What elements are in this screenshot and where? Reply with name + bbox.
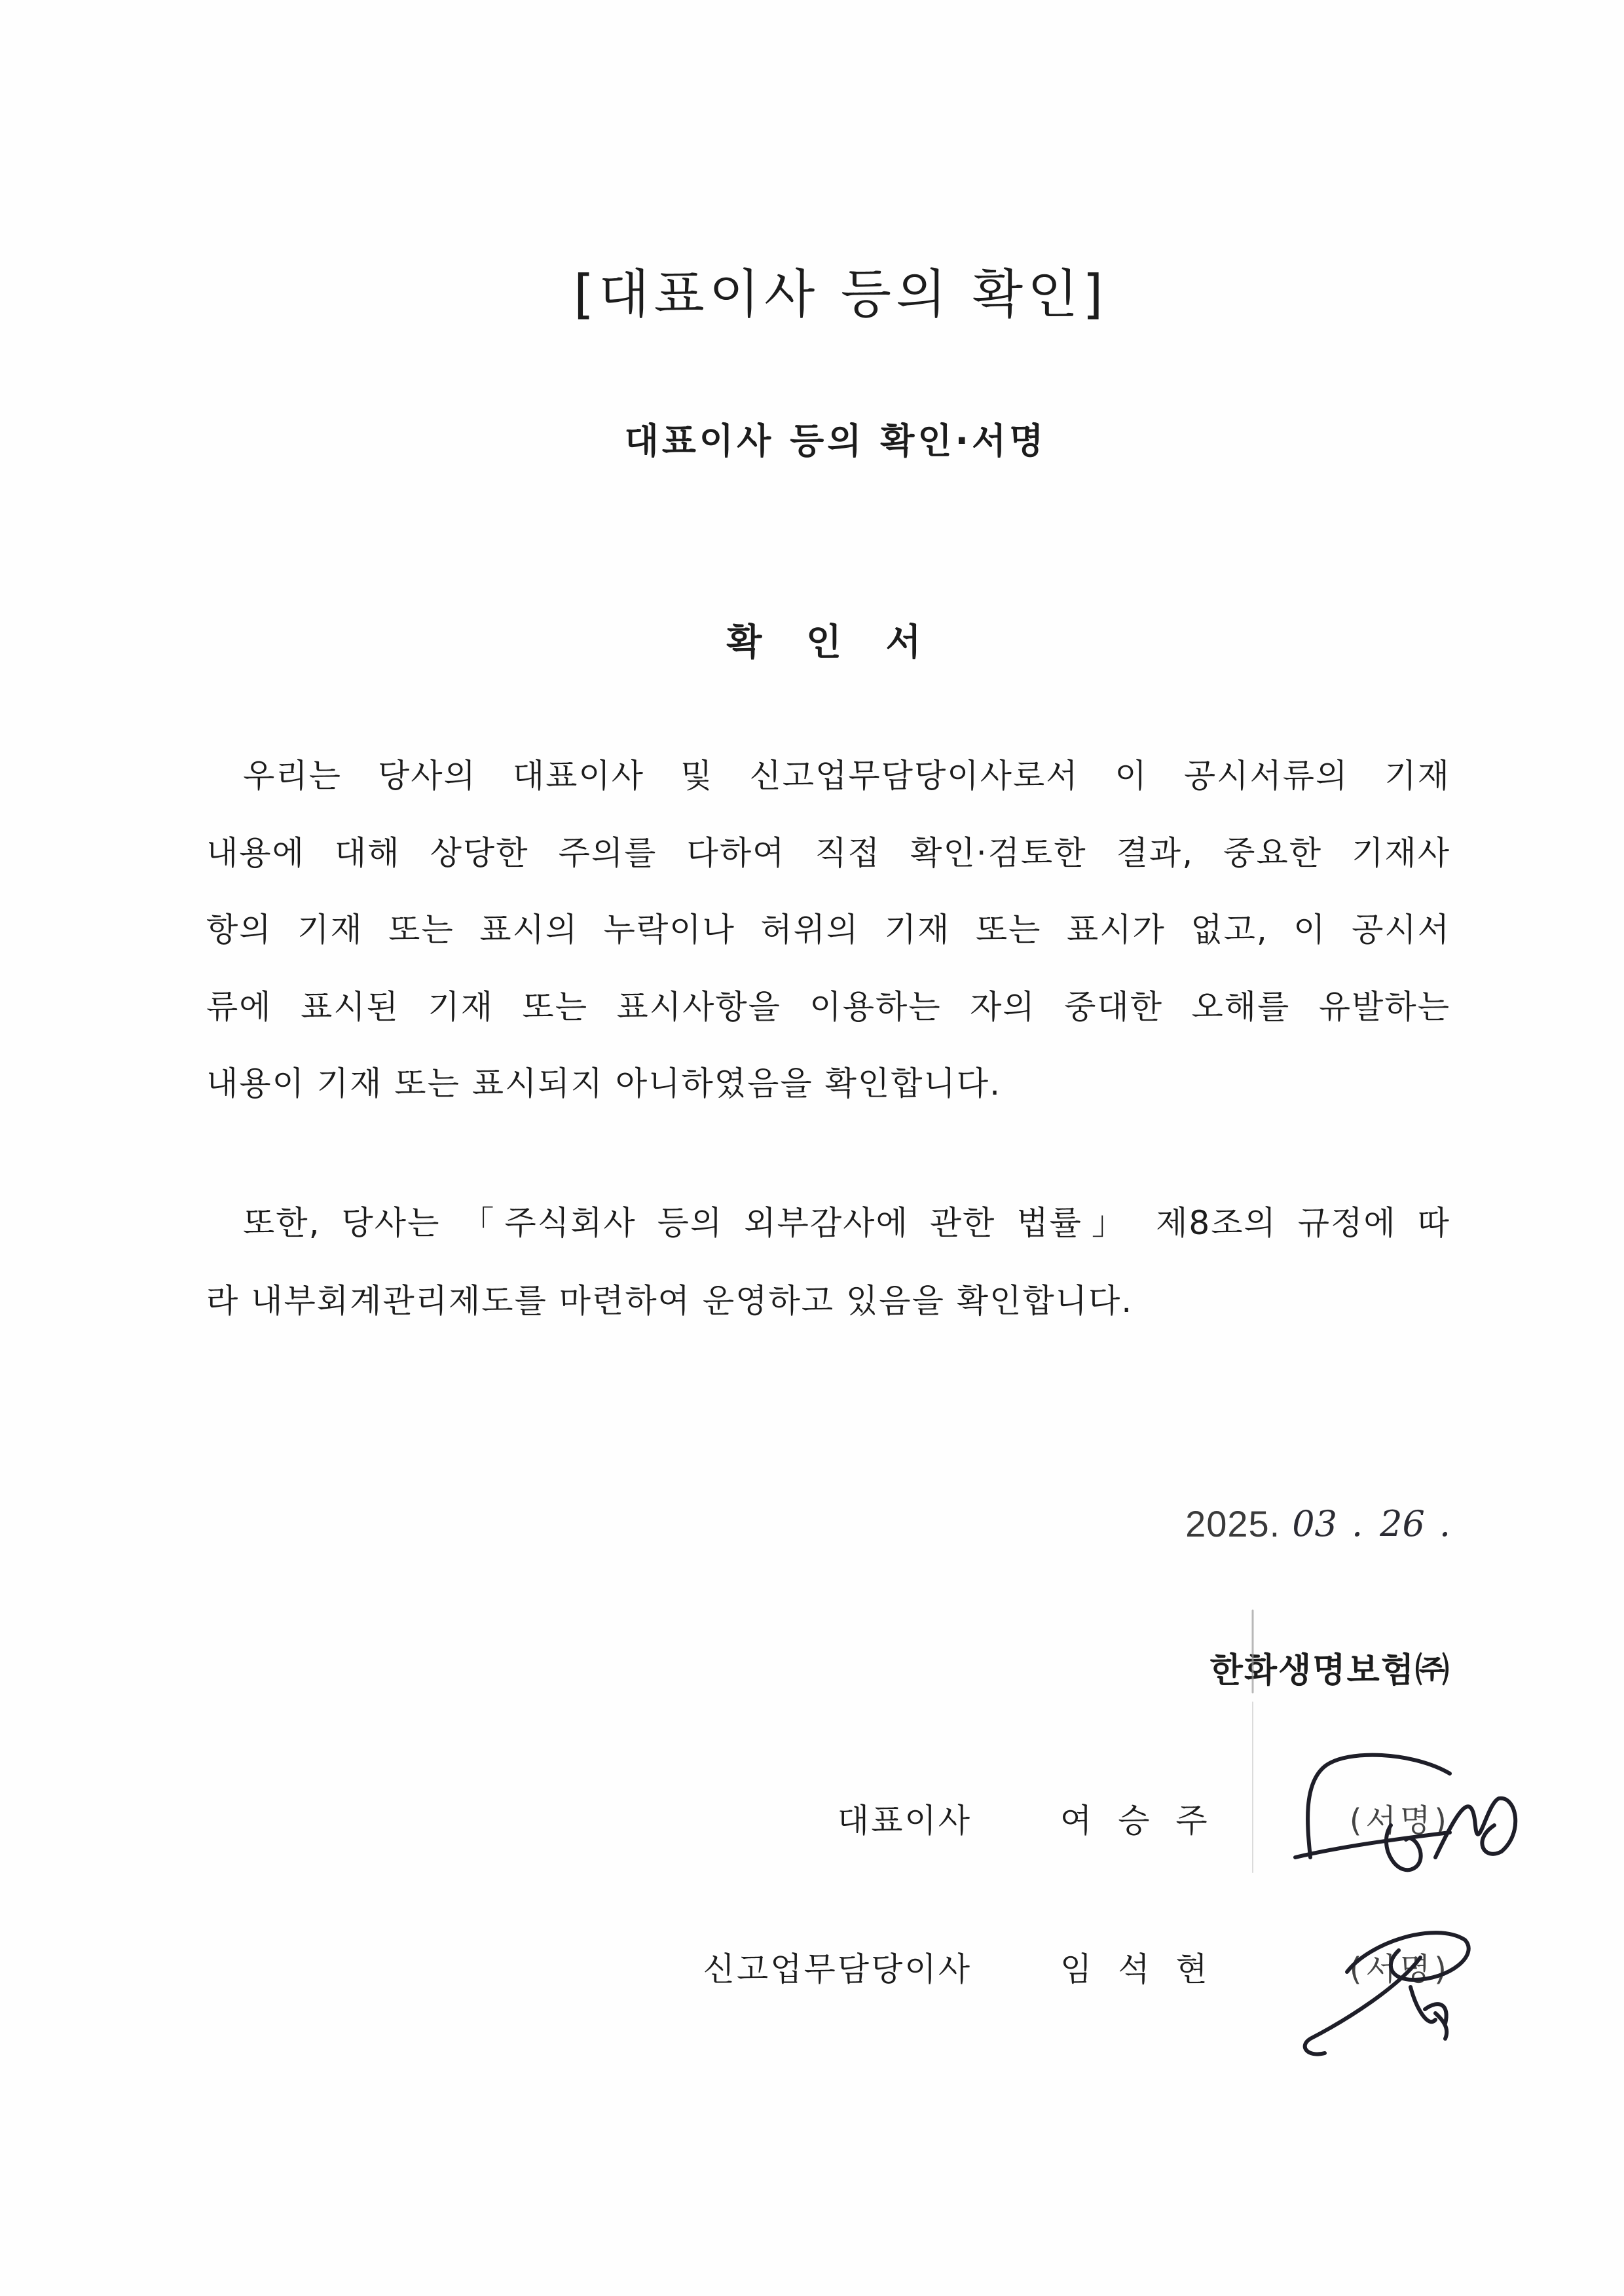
signatory-name: 임 석 현 — [1060, 1950, 1215, 1988]
signature-label: (서명) — [1349, 1951, 1450, 1988]
confirmation-heading: 확 인 서 — [726, 621, 937, 664]
document-date — [1185, 1497, 1450, 1550]
date-day-handwritten: 26 — [1380, 1503, 1425, 1544]
signatory-name: 여 승 주 — [1060, 1802, 1215, 1840]
paragraph-line: 내용이 기재 또는 표시되지 아니하였음을 확인합니다. — [206, 1065, 1001, 1102]
paragraph-line: 내용에 대해 상당한 주의를 다하여 직접 확인·검토한 결과, 중요한 기재사 — [206, 833, 1450, 872]
company-name: 한화생명보험㈜ — [1209, 1651, 1450, 1690]
confirmation-paragraph — [206, 738, 1450, 1123]
signature-label: (서명) — [1349, 1802, 1450, 1839]
paragraph-line: 항의 기재 또는 표시의 누락이나 허위의 기재 또는 표시가 없고, 이 공시서 — [206, 911, 1450, 949]
document-title: [대표이사 등의 확인] — [574, 264, 1108, 325]
paragraph-line: 라 내부회계관리제도를 마련하여 운영하고 있음을 확인합니다. — [206, 1282, 1134, 1320]
signatory-role: 신고업무담당이사 — [703, 1950, 972, 1988]
date-separator: . — [1439, 1503, 1450, 1544]
date-month-handwritten: 03 — [1292, 1503, 1337, 1544]
document-subtitle: 대표이사 등의 확인·서명 — [624, 420, 1047, 462]
date-year: 2025. — [1185, 1503, 1281, 1544]
date-separator: . — [1351, 1503, 1363, 1544]
internal-control-paragraph — [206, 1184, 1450, 1340]
signatory-role: 대표이사 — [837, 1802, 972, 1840]
paragraph-line: 우리는 당사의 대표이사 및 신고업무담당이사로서 이 공시서류의 기재 — [243, 757, 1450, 795]
paragraph-line: 류에 표시된 기재 또는 표시사항을 이용하는 자의 중대한 오해를 유발하는 — [206, 987, 1450, 1026]
paragraph-line: 또한, 당사는 「주식회사 등의 외부감사에 관한 법률」 제8조의 규정에 따 — [243, 1204, 1450, 1242]
